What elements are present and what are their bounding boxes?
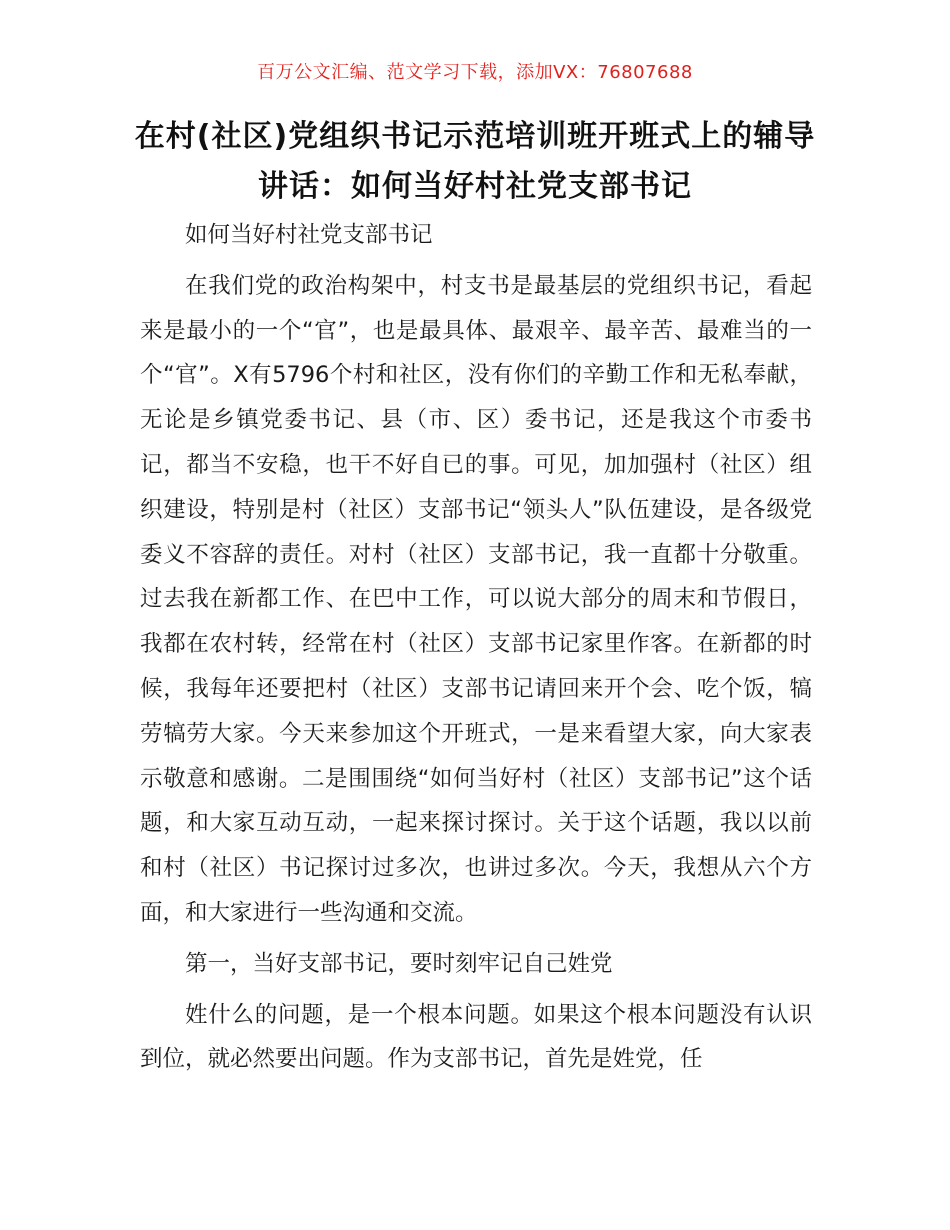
paragraph: 在我们党的政治构架中，村支书是最基层的党组织书记，看起来是最小的一个“官”，也是最具体、最艰辛、最辛苦、最难当的一个“官”。X有5796个村和社区，没有你们的辛勤工作和无私奉献，无论是乡镇党委书记、县（市、区）委书记，还是我这个市委书记，都当不安稳，也干不好自已的事。可见，加加强村（社区）组织建设，特别是村（社区）支部书记“领头人”队伍建设，是各级党委义不容辞的责任。对村（社区）支部书记，我一直都十分敬重。过去我在新都工作、在巴中工作，可以说大部分的周末和节假日，我都在农村转，经常在村（社区）支部书记家里作客。在新都的时候，我每年还要把村（社区）支部书记请回来开个会、吃个饭，犒劳犒劳大家。今天来参加这个开班式，一是来看望大家，向大家表示敬意和感谢。二是围围绕“如何当好村（社区）支部书记”这个话题，和大家互动互动，一起来探讨探讨。关于这个话题，我以以前和村（社区）书记探讨过多次，也讲过多次。今天，我想从六个方面，和大家进行一些沟通和交流。	[140, 272, 812, 926]
section-heading: 第一，当好支部书记，要时刻牢记自己姓党	[185, 950, 613, 977]
document-title: 在村(社区)党组织书记示范培训班开班式上的辅导讲话：如何当好村社党支部书记	[134, 119, 816, 204]
document-subtitle: 如何当好村社党支部书记	[185, 222, 433, 248]
paragraph: 姓什么的问题，是一个根本问题。如果这个根本问题没有认识到位，就必然要出问题。作为支部书记，首先是姓党，任	[140, 1001, 812, 1073]
document-body	[140, 213, 812, 1088]
header-watermark-note: 百万公文汇编、范文学习下载，添加VX：76807688	[257, 62, 693, 83]
